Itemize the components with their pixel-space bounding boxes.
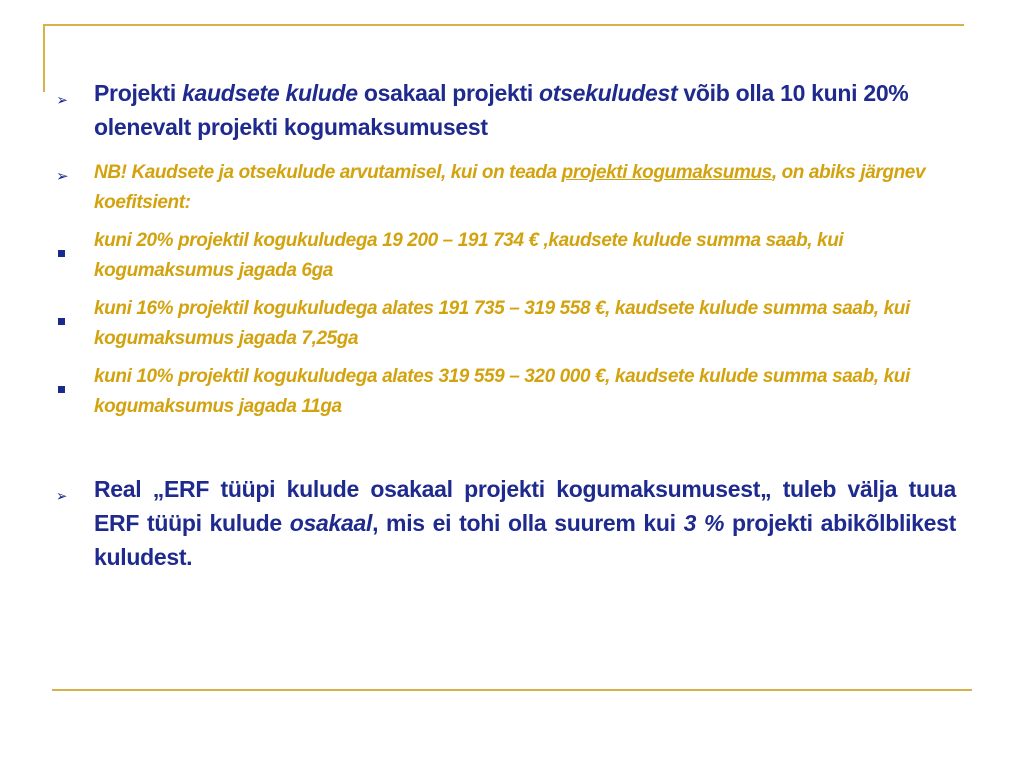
frame-top-line (43, 24, 964, 26)
square-bullet-icon (56, 237, 65, 267)
frame-left-line (43, 24, 45, 92)
sub-item-20-percent: kuni 20% projektil kogukuludega 19 200 – 191 734 € ,kaudsete kulude summa saab, kui kogumaksumus jagada 6ga (56, 226, 956, 286)
bullet-erf-costs: ➢ Real „ERF tüüpi kulude osakaal projekti kogumaksumusest„ tuleb välja tuua ERF tüüpi kulude osakaal, mis ei tohi olla suurem kui 3 % projekti abikõlblikest kuludest. (56, 476, 957, 570)
arrow-bullet-icon: ➢ (56, 168, 69, 185)
square-bullet-icon (56, 373, 65, 403)
bullet-nb-note: ➢ NB! Kaudsete ja otsekulude arvutamisel, kui on teada projekti kogumaksumus, on abiks järgnev koefitsient: (56, 162, 926, 213)
arrow-bullet-icon: ➢ (56, 92, 68, 109)
arrow-bullet-icon: ➢ (56, 488, 68, 505)
bullet-indirect-costs: ➢ Projekti kaudsete kulude osakaal projekti otsekuludest võib olla 10 kuni 20% olenevalt projekti kogumaksumusest (56, 80, 909, 140)
sub-item-10-percent: kuni 10% projektil kogukuludega alates 319 559 – 320 000 €, kaudsete kulude summa saab, kui kogumaksumus jagada 11ga (56, 362, 956, 422)
slide-content (56, 76, 956, 574)
sub-item-16-percent: kuni 16% projektil kogukuludega alates 191 735 – 319 558 €, kaudsete kulude summa saab, kui kogumaksumus jagada 7,25ga (56, 294, 956, 354)
frame-bottom-line (52, 689, 972, 691)
square-bullet-icon (56, 305, 65, 335)
